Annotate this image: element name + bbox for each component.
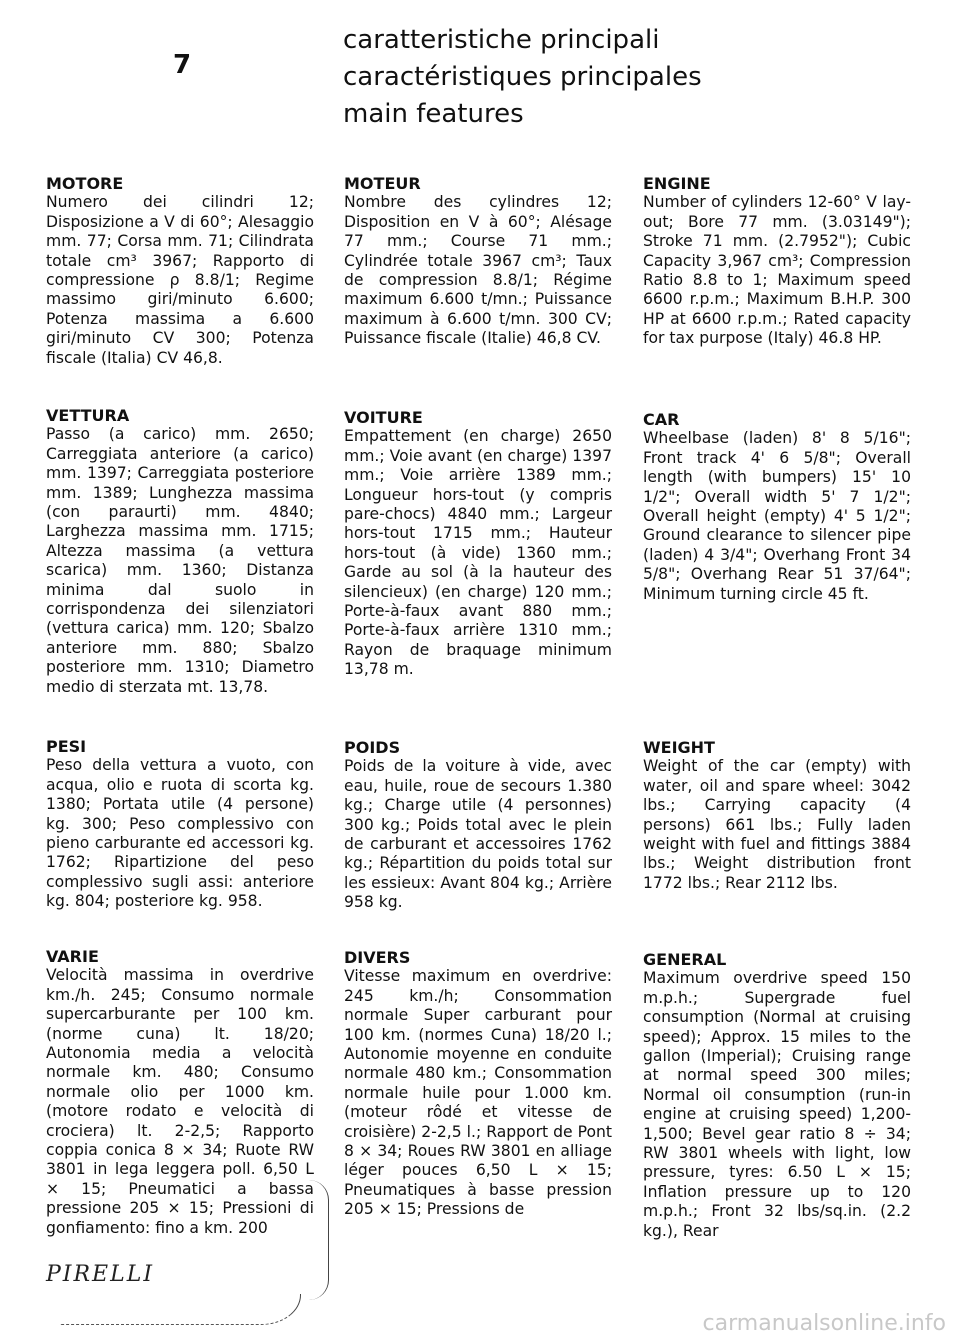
section-heading: VARIE xyxy=(46,947,99,966)
section-engine-en xyxy=(643,174,911,349)
title-english: main features xyxy=(343,99,524,129)
section-weight-en xyxy=(643,738,911,893)
section-weight-it xyxy=(46,737,314,912)
section-car-fr xyxy=(344,408,612,680)
section-heading: DIVERS xyxy=(344,948,411,967)
section-text: Maximum overdrive speed 150 m.p.h.; Supergrade fuel consumption (Normal at cruising speed); Approx. 15 miles to the gallon (Imperial); Cruising range at normal speed 300 miles; Normal oil consumption (run-in engine at cruising speed) 1,200-1,500; Bevel gear ratio 8 ÷ 34; RW 3801 wheels with light, low pressure, tyres: 6.50 L × 15; Inflation pressure up to 120 m.p.h.; Front 32 lbs/sq.in. (2.2 kg.), Rear xyxy=(643,969,911,1240)
section-text: Poids de la voiture à vide, avec eau, huile, roue de secours 1.380 kg.; Charge utile (4 personnes) 300 kg.; Poids total avec le plein de carburant et accessoires 1762 kg.; Répartition du poids total sur les essieux: Avant 804 kg.; Arrière 958 kg. xyxy=(344,757,612,912)
section-heading: GENERAL xyxy=(643,950,727,969)
watermark: carmanualsonline.info xyxy=(702,1311,946,1336)
section-heading: POIDS xyxy=(344,738,401,757)
section-heading: CAR xyxy=(643,410,680,429)
section-text: Peso della vettura a vuoto, con acqua, olio e ruota di scorta kg. 1380; Portata utile (4 persone) kg. 300; Peso complessivo con pieno carburante ed accessori kg. 1762; Ripartizione del peso complessivo sugli assi: anteriore kg. 804; posteriore kg. 958. xyxy=(46,756,314,911)
section-heading: MOTEUR xyxy=(344,174,421,193)
section-heading: WEIGHT xyxy=(643,738,715,757)
handwritten-underline xyxy=(60,1294,301,1325)
section-text: Passo (a carico) mm. 2650; Carreggiata anteriore (a carico) mm. 1397; Carreggiata posteriore mm. 1389; Lunghezza massima (con paraurti) mm. 4840; Larghezza massima mm. 1715; Altezza massima (a vettura scarica) mm. 1360; Distanza minima dal suolo in corrispondenza dei silenziatori (vettura carica) mm. 120; Sbalzo anteriore mm. 880; Sbalzo posteriore mm. 1310; Diametro medio di sterzata mt. 13,78. xyxy=(46,425,314,696)
section-engine-fr xyxy=(344,174,612,349)
section-text: Number of cylinders 12-60° V lay-out; Bore 77 mm. (3.03149"); Stroke 71 mm. (2.7952"); Cubic Capacity 3,967 cm³; Compression Ratio 8.8 to 1; Maximum speed 6600 r.p.m.; Maximum B.H.P. 300 HP at 6600 r.p.m.; Rated capacity for tax purpose (Italy) 46.8 HP. xyxy=(643,193,911,348)
section-text: Weight of the car (empty) with water, oil and spare wheel: 3042 lbs.; Carrying capacity (4 persons) 661 lbs.; Fully laden weight with fuel and fittings 3884 lbs.; Weight distribution front 1772 lbs.; Rear 2112 lbs. xyxy=(643,757,911,892)
section-weight-fr xyxy=(344,738,612,913)
section-heading: VETTURA xyxy=(46,406,130,425)
section-car-it xyxy=(46,406,314,697)
section-general-it xyxy=(46,947,314,1238)
title-italian: caratteristiche principali xyxy=(343,25,660,55)
section-car-en xyxy=(643,410,911,604)
page-title xyxy=(343,22,702,133)
section-general-en xyxy=(643,950,911,1241)
section-general-fr xyxy=(344,948,612,1220)
section-text: Numero dei cilindri 12; Disposizione a V di 60°; Alesaggio mm. 77; Corsa mm. 71; Cilindrata totale cm³ 3967; Rapporto di compressione ρ 8.8/1; Regime massimo giri/minuto 6.600; Potenza massima a 6.600 giri/minuto CV 300; Potenza fiscale (Italia) CV 46,8. xyxy=(46,193,314,367)
section-heading: MOTORE xyxy=(46,174,124,193)
section-text: Vitesse maximum en overdrive: 245 km./h; Consommation normale Super carburant pour 100 km. (normes Cuna) 18/20 l.; Autonomie moyenne en conduite normale 480 km.; Consommation normale huile pour 1.000 km. (moteur rôdé et vitesse de croisière) 2-2,5 l.; Rapport de Pont 8 × 34; Roues RW 3801 en alliage léger pouces 6,50 L × 15; Pneumatiques à basse pression 205 × 15; Pressions de xyxy=(344,967,612,1219)
section-heading: ENGINE xyxy=(643,174,711,193)
section-text: Velocità massima in overdrive km./h. 245; Consumo normale supercarburante per 100 km. (norme cuna) lt. 18/20; Autonomia media a velocità normale km. 480; Consumo normale olio per 1000 km. (motore rodato e velocità di crociera) lt. 2-2,5; Rapporto coppia conica 8 × 34; Ruote RW 3801 in lega leggera poll. 6,50 L × 15; Pneumatici a bassa pressione 205 × 15; Pressioni di gonfiamento: fino a km. 200 xyxy=(46,966,314,1237)
title-french: caractéristiques principales xyxy=(343,62,702,92)
section-text: Nombre des cylindres 12; Disposition en V à 60°; Alésage 77 mm.; Course 71 mm.; Cylindrée totale 3967 cm³; Taux de compression 8.8/1; Régime maximum 6.600 t/mn.; Puissance maximum à 6.600 t/mn. 300 CV; Puissance fiscale (Italie) 46,8 CV. xyxy=(344,193,612,348)
section-engine-it xyxy=(46,174,314,368)
section-text: Wheelbase (laden) 8' 8 5/16"; Front track 4' 6 5/8"; Overall length (with bumpers) 15' 10 1/2"; Overall width 5' 7 1/2"; Overall height (empty) 4' 5 1/2"; Ground clearance to silencer pipe (laden) 4 3/4"; Overhang Front 34 5/8"; Overhang Rear 51 37/64"; Minimum turning circle 45 ft. xyxy=(643,429,911,603)
handwritten-annotation: PIRELLI xyxy=(46,1262,155,1287)
page-number: 7 xyxy=(173,50,192,80)
section-heading: PESI xyxy=(46,737,87,756)
handwritten-bracket xyxy=(300,1180,329,1300)
section-heading: VOITURE xyxy=(344,408,423,427)
section-text: Empattement (en charge) 2650 mm.; Voie avant (en charge) 1397 mm.; Voie arrière 1389 mm.; Longueur hors-tout (y compris pare-chocs) 4840 mm.; Largeur hors-tout 1715 mm.; Hauteur hors-tout (à vide) 1360 mm.; Garde au sol (à la hauteur des silencieux) (en charge) 120 mm.; Porte-à-faux avant 880 mm.; Porte-à-faux arrière 1310 mm.; Rayon de braquage minimum 13,78 m. xyxy=(344,427,612,679)
